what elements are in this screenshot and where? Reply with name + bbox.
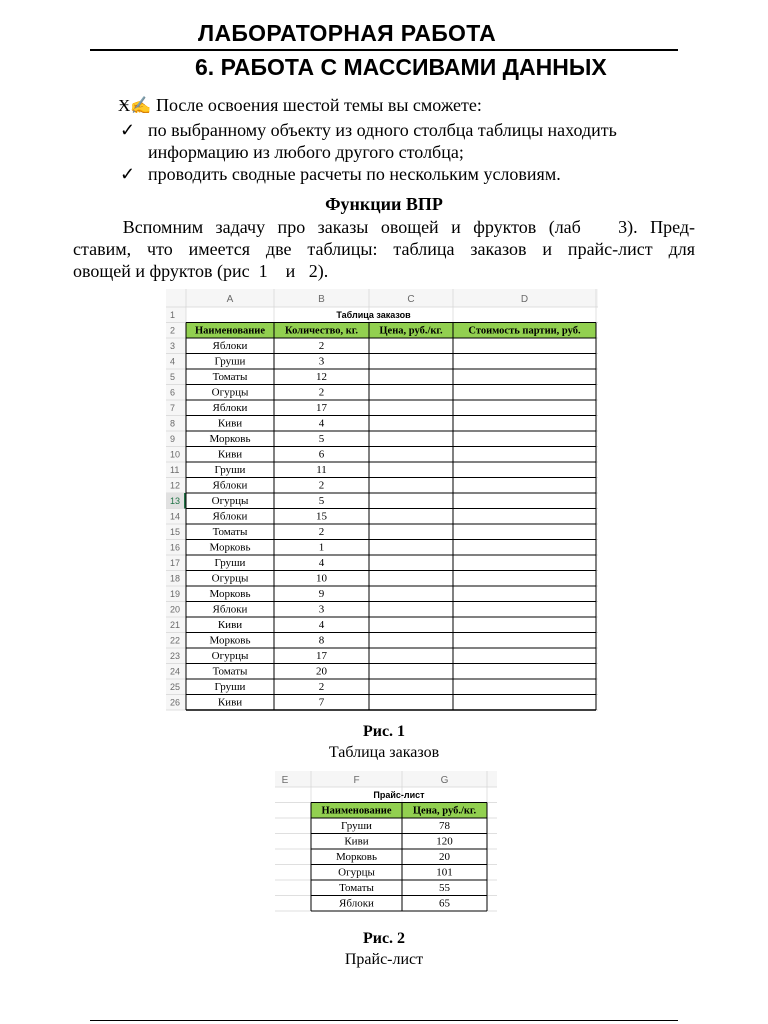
product-name-cell: Морковь [209, 588, 251, 601]
paragraph-line: ставим, что имеется две таблицы: таблица заказов и прайс-лист для [73, 239, 695, 259]
table-header-cell: Количество, кг. [284, 325, 359, 337]
quantity-cell: 5 [318, 433, 325, 446]
row-number: 11 [170, 465, 180, 476]
row-number: 25 [170, 682, 181, 693]
product-name-cell: Огурцы [211, 572, 249, 585]
hand-writing-icon: Ӿ✍ [118, 96, 152, 115]
column-heading: B [318, 294, 325, 305]
row-number: 23 [170, 651, 181, 662]
quantity-cell: 10 [316, 572, 327, 585]
quantity-cell: 5 [318, 495, 325, 508]
quantity-cell: 3 [318, 355, 325, 368]
product-name-cell: Груши [214, 557, 246, 570]
table-header-cell: Стоимость партии, руб. [468, 325, 581, 337]
product-name-cell: Киви [217, 696, 243, 709]
quantity-cell: 2 [318, 340, 325, 353]
product-name-cell: Киви [217, 619, 243, 632]
row-number: 19 [170, 589, 181, 600]
row-number: 8 [170, 418, 176, 429]
row-number: 12 [170, 480, 181, 491]
row-number: 10 [170, 449, 181, 460]
row-number: 20 [170, 604, 181, 615]
section-title: Функции ВПР [325, 194, 443, 214]
row-number: 5 [170, 372, 176, 383]
product-name-cell: Томаты [212, 665, 248, 678]
row-number: 17 [170, 558, 181, 569]
product-name-cell: Томаты [212, 526, 248, 539]
quantity-cell: 2 [318, 681, 325, 694]
paragraph-line: овощей и фруктов (рис 1 и 2). [73, 261, 329, 281]
column-heading: E [281, 775, 289, 786]
row-number: 13 [170, 496, 181, 507]
price-cell: 120 [436, 835, 453, 848]
row-number: 14 [170, 511, 181, 522]
product-name-cell: Морковь [209, 433, 251, 446]
product-name-cell: Киви [217, 417, 243, 430]
price-cell: 101 [436, 866, 453, 879]
row-number: 7 [170, 403, 176, 414]
column-heading: F [353, 775, 360, 786]
price-spreadsheet [275, 771, 497, 921]
product-name-cell: Яблоки [212, 340, 248, 353]
row-number: 6 [170, 387, 176, 398]
product-name-cell: Морковь [209, 541, 251, 554]
figure-1-label: Рис. 1 [362, 723, 406, 740]
row-number: 1 [170, 310, 176, 321]
product-name-cell: Яблоки [212, 510, 248, 523]
orders-spreadsheet [166, 289, 598, 717]
row-number: 9 [170, 434, 176, 445]
product-name-cell: Груши [214, 681, 246, 694]
body-paragraph [73, 216, 695, 282]
quantity-cell: 9 [318, 588, 325, 601]
quantity-cell: 4 [318, 619, 325, 632]
table-header-cell: Цена, руб./кг. [412, 805, 477, 817]
row-number: 26 [170, 697, 181, 708]
row-number: 15 [170, 527, 181, 538]
quantity-cell: 6 [318, 448, 325, 461]
price-cell: 55 [439, 882, 450, 895]
table-header-cell: Наименование [195, 325, 265, 337]
quantity-cell: 2 [318, 386, 325, 399]
product-name-cell: Морковь [335, 851, 378, 864]
goal-line: проводить сводные расчеты по нескольким условиям. [148, 164, 561, 184]
quantity-cell: 17 [316, 650, 327, 663]
figure-2-caption: Прайс-лист [344, 951, 424, 968]
column-heading: D [520, 294, 529, 305]
sheet-title: Прайс-лист [373, 790, 425, 801]
row-number: 3 [170, 341, 176, 352]
row-number: 22 [170, 635, 181, 646]
product-name-cell: Огурцы [338, 866, 375, 879]
quantity-cell: 4 [318, 417, 325, 430]
sheet-title: Таблица заказов [336, 310, 411, 321]
product-name-cell: Томаты [339, 882, 374, 895]
quantity-cell: 2 [318, 526, 325, 539]
row-number: 4 [170, 356, 176, 367]
goal-line: информацию из любого другого столбца; [148, 142, 464, 162]
quantity-cell: 7 [318, 696, 325, 709]
checkmark-icon: ✓ [120, 164, 136, 184]
product-name-cell: Огурцы [211, 386, 249, 399]
product-name-cell: Яблоки [212, 402, 248, 415]
figure-1-caption: Таблица заказов [328, 744, 440, 761]
row-number: 21 [170, 620, 181, 631]
product-name-cell: Яблоки [339, 897, 374, 910]
quantity-cell: 2 [318, 479, 325, 492]
column-heading: C [407, 294, 415, 305]
product-name-cell: Огурцы [211, 495, 249, 508]
product-name-cell: Груши [341, 820, 372, 833]
quantity-cell: 4 [318, 557, 325, 570]
quantity-cell: 11 [316, 464, 327, 477]
price-cell: 78 [439, 820, 450, 833]
table-header-cell: Наименование [321, 805, 392, 817]
product-name-cell: Киви [217, 448, 243, 461]
column-heading: A [226, 294, 234, 305]
row-number: 24 [170, 666, 181, 677]
product-name-cell: Яблоки [212, 479, 248, 492]
quantity-cell: 3 [318, 603, 325, 616]
product-name-cell: Морковь [209, 634, 251, 647]
quantity-cell: 15 [316, 510, 327, 523]
row-number: 16 [170, 542, 181, 553]
paragraph-line: Вспомним задачу про заказы овощей и фруктов (лаб 3). Пред- [73, 217, 695, 237]
product-name-cell: Томаты [212, 371, 248, 384]
product-name-cell: Груши [214, 464, 246, 477]
row-number: 2 [170, 325, 176, 336]
quantity-cell: 20 [316, 665, 327, 678]
intro-line [118, 95, 482, 116]
quantity-cell: 1 [318, 541, 325, 554]
quantity-cell: 17 [316, 402, 327, 415]
footer-rule [90, 1020, 678, 1021]
product-name-cell: Яблоки [212, 603, 248, 616]
quantity-cell: 12 [316, 371, 327, 384]
lab-title: ЛАБОРАТОРНАЯ РАБОТА [198, 20, 497, 46]
lab-subtitle: 6. РАБОТА С МАССИВАМИ ДАННЫХ [195, 54, 607, 80]
table-header-cell: Цена, руб./кг. [379, 325, 443, 337]
column-heading: G [440, 775, 449, 786]
column-headings-band [275, 771, 497, 787]
product-name-cell: Киви [344, 835, 369, 848]
product-name-cell: Огурцы [211, 650, 249, 663]
checkmark-icon: ✓ [120, 120, 136, 140]
intro-text: После освоения шестой темы вы сможете: [155, 95, 482, 115]
product-name-cell: Груши [214, 355, 246, 368]
row-number: 18 [170, 573, 181, 584]
quantity-cell: 8 [318, 634, 325, 647]
title-rule [90, 49, 678, 51]
price-cell: 20 [439, 851, 450, 864]
goal-line: по выбранному объекту из одного столбца таблицы находить [148, 120, 617, 140]
figure-2-label: Рис. 2 [362, 930, 406, 947]
price-cell: 65 [439, 897, 450, 910]
